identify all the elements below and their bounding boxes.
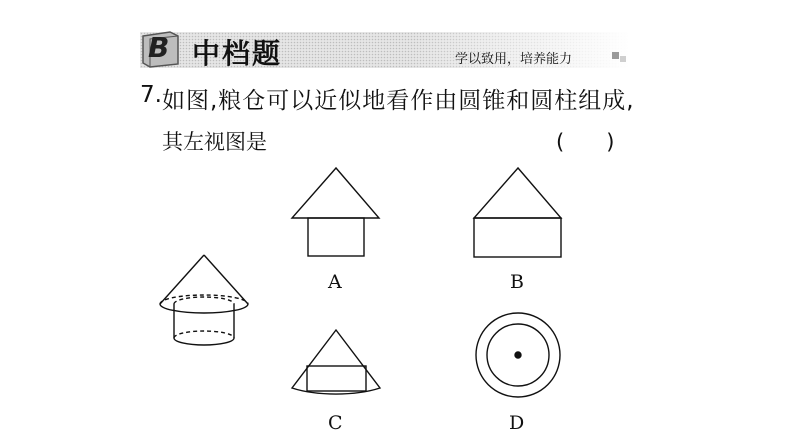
option-b-label[interactable]: B [510,271,524,293]
section-subtitle: 学以致用，培养能力 [455,52,573,67]
answer-blank: ( ) [556,130,615,154]
option-d-label[interactable]: D [509,412,525,434]
section-title: 中档题 [192,37,283,70]
option-c-figure [292,330,380,394]
option-c-label[interactable]: C [328,412,343,434]
option-a-figure [292,168,379,256]
question-text-line1: 如图,粮仓可以近似地看作由圆锥和圆柱组成, [162,88,635,114]
granary-3d-figure [160,255,248,345]
question-number: 7. [140,82,162,108]
option-d-figure [476,313,560,397]
badge-letter: B [148,31,170,64]
option-b-figure [474,168,561,257]
option-a-label[interactable]: A [328,271,342,293]
question-text-line2: 其左视图是 [162,130,267,154]
